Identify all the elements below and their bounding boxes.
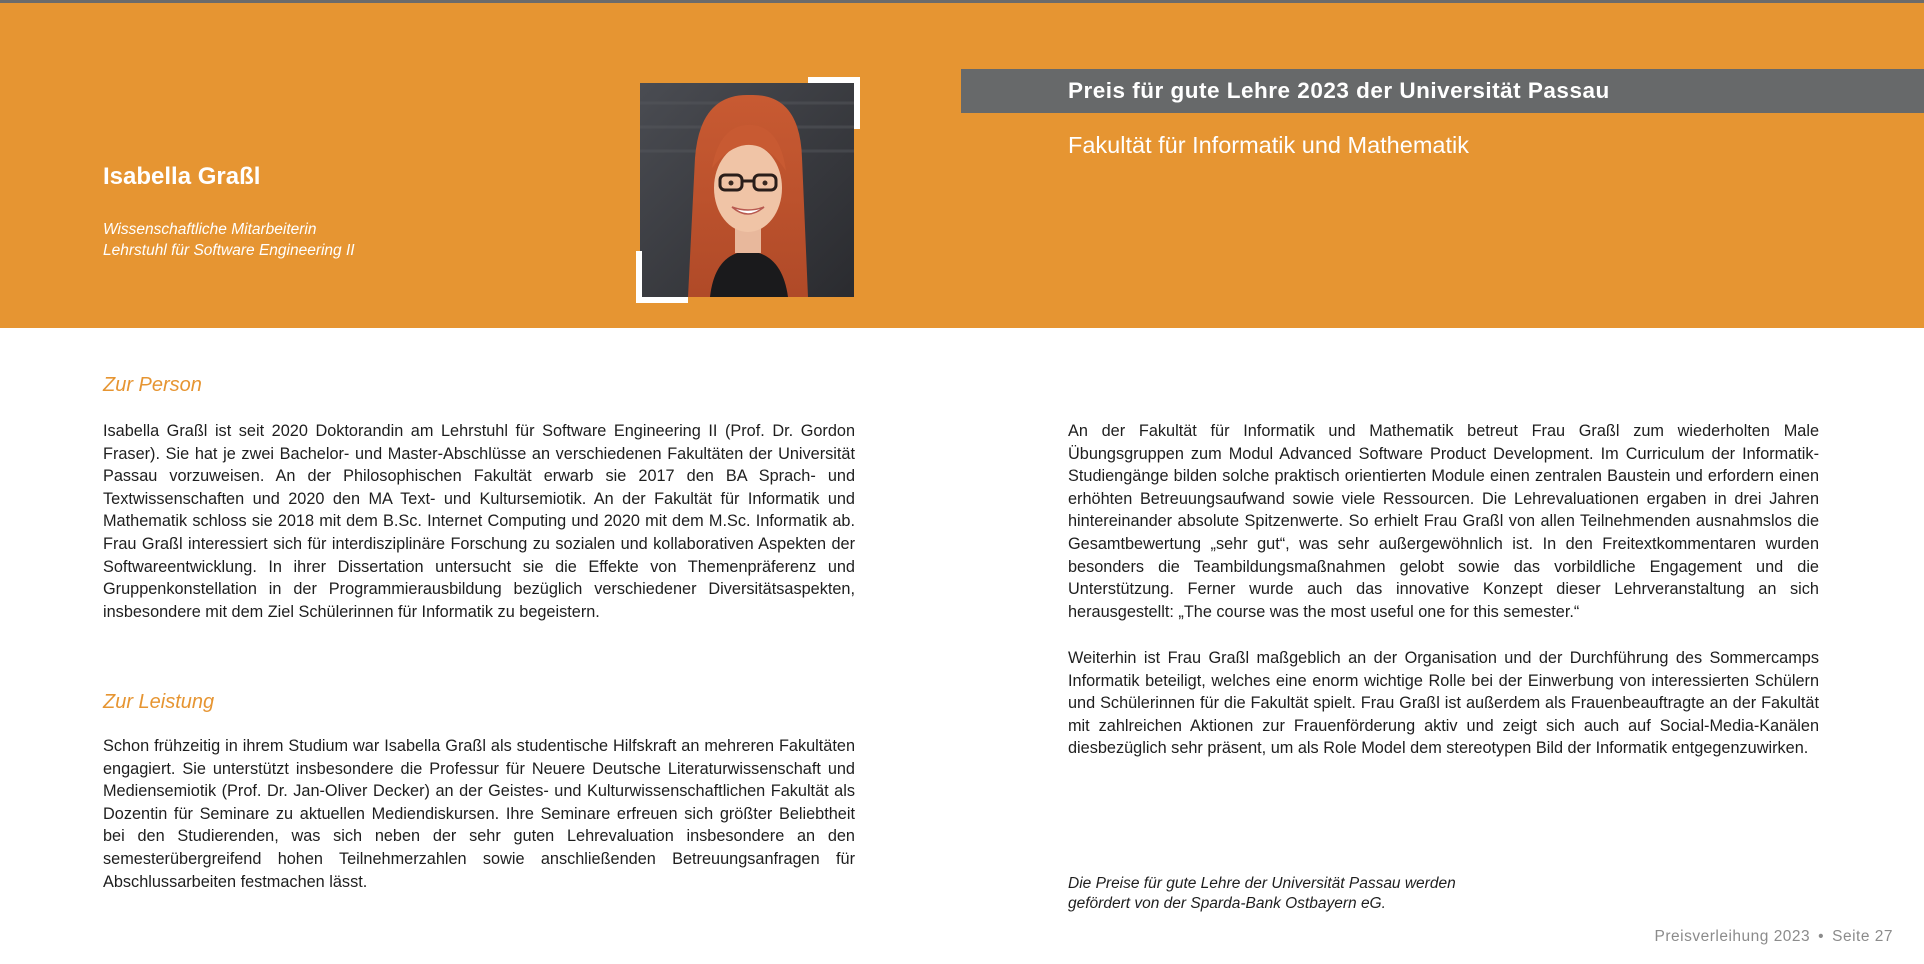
award-title: Preis für gute Lehre 2023 der Universität Passau: [1068, 78, 1610, 103]
footer-publication: Preisverleihung 2023: [1654, 928, 1811, 945]
role-chair: Lehrstuhl für Software Engineering II: [103, 242, 355, 259]
person-paragraph: Isabella Graßl ist seit 2020 Doktorandin am Lehrstuhl für Software Engineering II (Prof. Dr. Gordon Fraser). Sie hat je zwei Bachelor- und Master-Abschlüsse an verschiedenen Fakultäten der Universität Passau vorzuweisen. An der Philosophischen Fakultät erwarb sie 2017 den BA Sprach- und Textwissenschaften und 2020 den MA Text- und Kultursemiotik. An der Fakultät für Informatik und Mathematik schloss sie 2018 mit dem B.Sc. Internet Computing und 2020 mit dem M.Sc. Informatik ab. Frau Graßl interessiert sich für interdisziplinäre Forschung zu sozialen und kollaborativen Aspekten der Softwareentwicklung. In ihrer Dissertation untersucht sie die Effekte von Themenpräferenz und Gruppenkonstellation in der Programmierausbildung bezüglich verschiedener Diversitätsaspekten, insbesondere mit dem Ziel Schülerinnen für Informatik zu begeistern.: [103, 422, 855, 621]
faculty-name: Fakultät für Informatik und Mathematik: [1068, 132, 1469, 158]
heading-zur-person: Zur Person: [103, 374, 202, 396]
header-banner: [0, 3, 1924, 328]
portrait-frame: [636, 77, 860, 303]
page-footer: [1655, 928, 1893, 946]
frame-corner-bottom-left: [636, 251, 688, 303]
footer-separator: •: [1818, 928, 1825, 945]
sponsor-line-2: gefördert von der Sparda-Bank Ostbayern eG.: [1068, 895, 1386, 912]
page-number: Seite 27: [1832, 928, 1893, 945]
achievement-paragraph: Schon frühzeitig in ihrem Studium war Isabella Graßl als studentische Hilfskraft an mehreren Fakultäten engagiert. Sie unterstützt insbesondere die Professur für Neuere Deutsche Literaturwissenschaft und Mediensemiotik (Prof. Dr. Jan-Oliver Decker) an der Geistes- und Kulturwissenschaftlichen Fakultät als Dozentin für Seminare zu aktuellen Mediendiskursen. Ihre Seminare erfreuen sich größter Beliebtheit bei den Studierenden, was sich neben der sehr guten Lehrevaluation insbesondere an den semesterübergreifend hohen Teilnehmerzahlen sowie anschließenden Betreuungsanfragen für Abschlussarbeiten festmachen lässt.: [103, 737, 855, 891]
right-paragraph-2: Weiterhin ist Frau Graßl maßgeblich an der Organisation und der Durchführung des Sommercamps Informatik beteiligt, welches eine enorm wichtige Rolle bei der Einwerbung von interessierten Schülern und Schülerinnen für die Fakultät spielt. Frau Graßl ist außerdem als Frauenbeauftragte an der Fakultät mit zahlreichen Aktionen zur Frauenförderung aktiv und zeigt sich auch auf Social-Media-Kanälen diesbezüglich sehr präsent, um als Role Model dem stereotypen Bild der Informatik entgegenzuwirken.: [1068, 649, 1819, 758]
person-role: [103, 219, 355, 261]
role-title: Wissenschaftliche Mitarbeiterin: [103, 221, 317, 238]
right-paragraph-1: An der Fakultät für Informatik und Mathematik betreut Frau Graßl zum wiederholten Male Übungsgruppen zum Modul Advanced Software Product Development. Im Curriculum der Informatik-Studiengänge bilden solche praktisch orientierten Module einen zentralen Baustein und erfordern einen erhöhten Betreuungsaufwand sowie viele Ressourcen. Die Lehrevaluationen ergaben in drei Jahren hintereinander absolute Spitzenwerte. So erhielt Frau Graßl von allen Teilnehmenden ausnahmslos die Gesamtbewertung „sehr gut“, was sehr außergewöhnlich ist. In den Freitextkommentaren wurden besonders die Teambildungsmaßnahmen gelobt sowie das vorbildliche Engagement und die Unterstützung. Ferner wurde auch das innovative Konzept dieser Lehrveranstaltung an sich herausgestellt: „The course was the most useful one for this semester.“: [1068, 422, 1819, 621]
frame-corner-top-right: [808, 77, 860, 129]
award-title-bar: [961, 69, 1924, 113]
sponsor-line-1: Die Preise für gute Lehre der Universität Passau werden: [1068, 875, 1456, 892]
sponsor-note: [1068, 874, 1456, 914]
heading-zur-leistung: Zur Leistung: [103, 691, 215, 713]
person-name: Isabella Graßl: [103, 163, 261, 190]
